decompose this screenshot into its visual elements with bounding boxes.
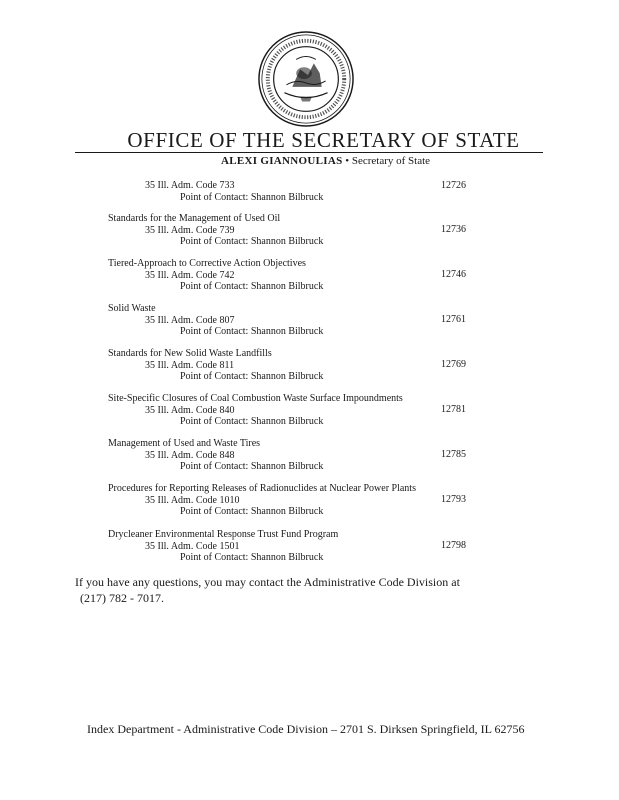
entry-code: 35 Ill. Adm. Code 811 [145,359,235,371]
list-item [108,393,478,428]
office-title: OFFICE OF THE SECRETARY OF STATE [127,128,520,152]
entry-page: 12746 [441,269,466,280]
entry-title: Management of Used and Waste Tires [108,438,261,449]
entry-title: Solid Waste [108,303,156,314]
entry-page: 12761 [441,314,466,325]
entry-contact: Point of Contact: Shannon Bilbruck [180,371,324,382]
list-item [108,180,478,203]
closing-text: If you have any questions, you may contact the Administrative Code Division at [75,575,460,589]
list-item [108,303,478,338]
entry-contact: Point of Contact: Shannon Bilbruck [180,416,324,427]
entry-contact: Point of Contact: Shannon Bilbruck [180,461,324,472]
entry-title: Drycleaner Environmental Response Trust Fund Program [108,529,339,540]
entry-code: 35 Ill. Adm. Code 1501 [145,540,240,552]
entry-code: 35 Ill. Adm. Code 840 [145,404,235,416]
secretary-line [16,155,619,167]
entry-title: Standards for the Management of Used Oil [108,213,281,224]
entry-title: Standards for New Solid Waste Landfills [108,348,272,359]
entry-code: 35 Ill. Adm. Code 1010 [145,494,240,506]
secretary-name: ALEXI GIANNOULIAS [220,155,343,167]
list-item [108,258,478,293]
entry-page: 12726 [441,180,466,191]
entry-code: 35 Ill. Adm. Code 848 [145,449,235,461]
list-item [108,529,478,564]
entry-title: Tiered-Approach to Corrective Action Objectives [108,258,306,269]
entry-contact: Point of Contact: Shannon Bilbruck [180,281,324,292]
entry-code: 35 Ill. Adm. Code 807 [145,314,235,326]
closing-paragraph [75,574,555,606]
contact-phone: (217) 782 - 7017. [80,591,164,605]
entry-contact: Point of Contact: Shannon Bilbruck [180,191,324,203]
bullet-separator: • [345,155,350,167]
entry-contact: Point of Contact: Shannon Bilbruck [180,326,324,337]
entry-page: 12798 [441,540,466,551]
entry-contact: Point of Contact: Shannon Bilbruck [180,552,324,563]
entry-code: 35 Ill. Adm. Code 739 [145,224,235,236]
list-item [108,348,478,383]
secretary-title: Secretary of State [351,155,431,167]
entry-contact: Point of Contact: Shannon Bilbruck [180,506,324,517]
entry-contact: Point of Contact: Shannon Bilbruck [180,236,324,247]
entry-code: 35 Ill. Adm. Code 742 [145,269,235,281]
footer-address: Index Department - Administrative Code Division – 2701 S. Dirksen Springfield, IL 62756 [87,722,525,736]
entry-title: Procedures for Reporting Releases of Radionuclides at Nuclear Power Plants [108,483,416,494]
entry-code: 35 Ill. Adm. Code 733 [145,180,235,191]
entry-page: 12736 [441,224,466,235]
state-seal-icon [257,30,355,128]
list-item [108,213,478,248]
entry-page: 12769 [441,359,466,370]
list-item [108,483,478,518]
list-item [108,438,478,473]
header-divider [75,152,543,153]
entry-page: 12793 [441,494,466,505]
entry-title: Site-Specific Closures of Coal Combustion Waste Surface Impoundments [108,393,403,404]
entry-page: 12781 [441,404,466,415]
entry-page: 12785 [441,449,466,460]
